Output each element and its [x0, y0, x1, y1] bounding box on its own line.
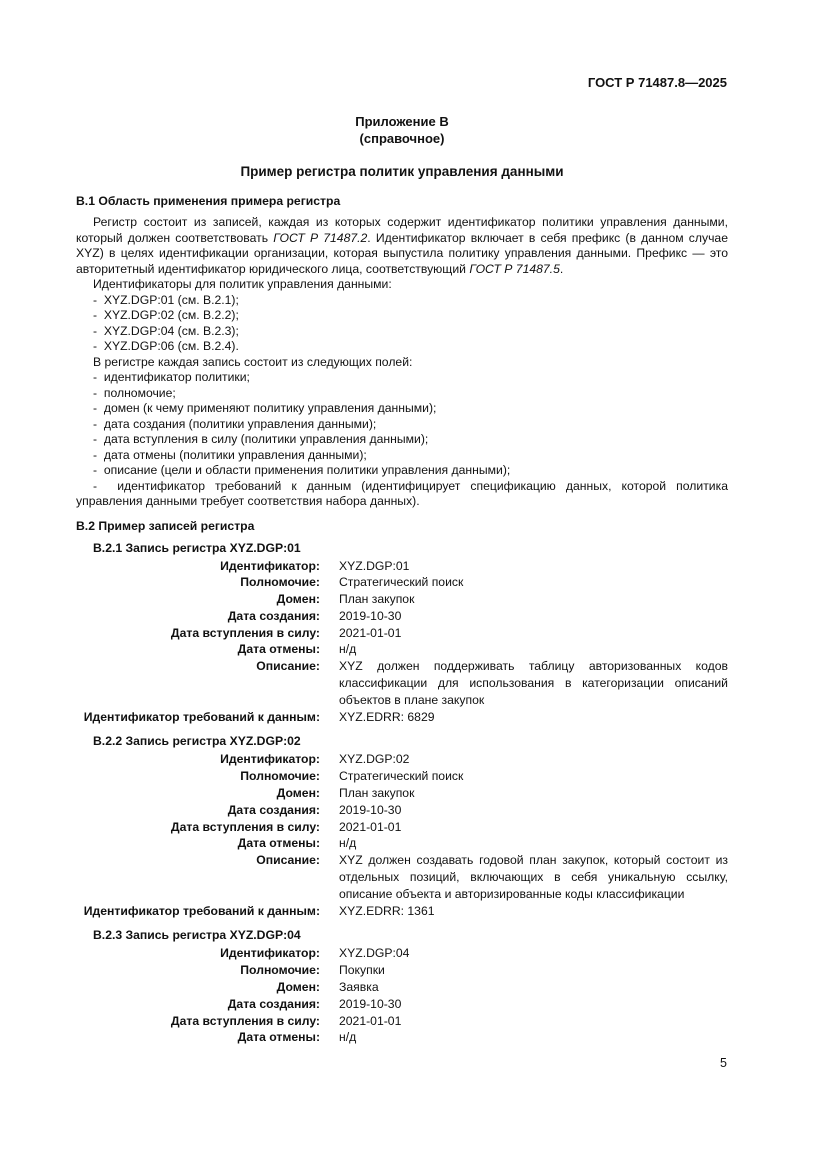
field-value: XYZ должен поддерживать таблицу авторизованных кодов классификации для использования в категоризации описаний объектов в плане закупок [339, 659, 728, 707]
table-row [76, 608, 728, 625]
field-value: XYZ.EDRR: 1361 [339, 903, 435, 918]
list-item: - дата отмены (политики управления данными); [93, 448, 728, 464]
list-item: - дата создания (политики управления данными); [93, 417, 728, 433]
table-row [76, 751, 728, 768]
field-value: 2021-01-01 [339, 1013, 402, 1028]
field-value: 2021-01-01 [339, 819, 402, 834]
field-label: Дата вступления в силу: [170, 1013, 320, 1028]
table-row [76, 768, 728, 785]
field-value: XYZ.DGP:02 [339, 752, 410, 767]
section-b1-paragraph: Регистр состоит из записей, каждая из которых содержит идентификатор политики управления данными, который должен соответствовать ГОСТ Р 71487.2. Идентификатор включает в себя префикс (в данном случае XYZ) в целях идентификации организации, которая выпустила политику управления данными. Префикс — это авторитетный идентификатор юридического лица, соответствующий ГОСТ Р 71487.5. [76, 215, 728, 276]
reference-gost-5: ГОСТ Р 71487.5 [469, 261, 560, 276]
list-item: - идентификатор политики; [93, 370, 728, 386]
field-value: 2021-01-01 [339, 625, 402, 640]
field-value: XYZ.EDRR: 6829 [339, 709, 435, 724]
field-value: Стратегический поиск [339, 575, 464, 590]
table-row [76, 945, 728, 962]
appendix-title: Приложение В [355, 114, 449, 129]
section-b1-heading: В.1 Область применения примера регистра [76, 194, 341, 208]
field-value: н/д [339, 1030, 357, 1045]
table-row [76, 1013, 728, 1030]
field-label: Идентификатор: [220, 752, 320, 767]
field-label: Идентификатор: [220, 558, 320, 573]
field-label: Дата отмены: [237, 1030, 320, 1045]
appendix-heading: Пример регистра политик управления данными [240, 164, 564, 179]
table-row [76, 709, 728, 726]
page-number: 5 [720, 1056, 727, 1070]
list-item: - XYZ.DGP:04 (см. В.2.3); [93, 324, 728, 340]
table-row [76, 574, 728, 591]
field-label: Идентификатор: [220, 946, 320, 961]
table-row [76, 558, 728, 575]
table-row [76, 852, 728, 902]
table-row [76, 819, 728, 836]
list-item: - домен (к чему применяют политику управления данными); [93, 401, 728, 417]
table-row [76, 996, 728, 1013]
field-value: Покупки [339, 963, 385, 978]
field-label: Дата создания: [227, 996, 320, 1011]
list-item: - дата вступления в силу (политики управления данными); [93, 432, 728, 448]
table-row [76, 785, 728, 802]
fields-list [76, 370, 728, 479]
table-row [76, 625, 728, 642]
identifiers-list [76, 293, 728, 355]
field-value: 2019-10-30 [339, 802, 402, 817]
table-row [76, 835, 728, 852]
record-1-table [76, 558, 728, 726]
page-content [76, 113, 728, 1046]
field-label: Домен: [276, 980, 320, 995]
appendix-subtitle: (справочное) [359, 131, 445, 146]
table-row [76, 903, 728, 920]
record-1-heading: В.2.1 Запись регистра XYZ.DGP:01 [93, 540, 301, 555]
field-value: 2019-10-30 [339, 608, 402, 623]
table-row [76, 979, 728, 996]
field-label: Полномочие: [240, 575, 320, 590]
reference-gost-2: ГОСТ Р 71487.2 [273, 230, 368, 245]
table-row [76, 641, 728, 658]
field-label: Дата отмены: [237, 836, 320, 851]
field-label: Дата создания: [227, 802, 320, 817]
list-item: - описание (цели и области применения политики управления данными); [93, 463, 728, 479]
field-value: План закупок [339, 786, 415, 801]
field-value: XYZ.DGP:04 [339, 946, 410, 961]
field-label: Описание: [256, 659, 320, 674]
section-b2-heading: В.2 Пример записей регистра [76, 518, 255, 533]
field-value: 2019-10-30 [339, 996, 402, 1011]
field-value: Стратегический поиск [339, 769, 464, 784]
table-row [76, 962, 728, 979]
field-label: Полномочие: [240, 963, 320, 978]
field-value: н/д [339, 642, 357, 657]
record-3-table [76, 945, 728, 1046]
field-label: Дата отмены: [237, 642, 320, 657]
table-row [76, 1029, 728, 1046]
list-item: - XYZ.DGP:06 (см. В.2.4). [93, 339, 728, 355]
record-2-table [76, 751, 728, 919]
field-value: XYZ.DGP:01 [339, 558, 410, 573]
field-label: Дата вступления в силу: [170, 819, 320, 834]
field-value: План закупок [339, 592, 415, 607]
field-label: Дата вступления в силу: [170, 625, 320, 640]
field-value: XYZ должен создавать годовой план закупок, который состоит из отдельных позиций, включающих в себя уникальную ссылку, описание объекта и авторизированные коды классификации [339, 853, 728, 901]
document-number-header: ГОСТ Р 71487.8—2025 [587, 75, 727, 90]
field-label: Идентификатор требований к данным: [83, 903, 320, 918]
field-label: Дата создания: [227, 608, 320, 623]
field-label: Идентификатор требований к данным: [83, 709, 320, 724]
list-item: - XYZ.DGP:02 (см. В.2.2); [93, 308, 728, 324]
list-item-last: - идентификатор требований к данным (идентифицирует спецификацию данных, которой политика управления данными требует соответствия набора данных). [76, 479, 728, 510]
record-2-heading: В.2.2 Запись регистра XYZ.DGP:02 [93, 734, 301, 749]
identifiers-intro: Идентификаторы для политик управления данными: [93, 277, 392, 291]
field-label: Полномочие: [240, 769, 320, 784]
field-label: Домен: [276, 786, 320, 801]
list-item: - XYZ.DGP:01 (см. В.2.1); [93, 293, 728, 309]
field-value: н/д [339, 836, 357, 851]
field-label: Домен: [276, 592, 320, 607]
table-row [76, 658, 728, 708]
fields-intro: В регистре каждая запись состоит из следующих полей: [93, 354, 413, 369]
field-value: Заявка [339, 980, 379, 995]
table-row [76, 591, 728, 608]
field-label: Описание: [256, 853, 320, 868]
list-item: - полномочие; [93, 386, 728, 402]
table-row [76, 802, 728, 819]
record-3-heading: В.2.3 Запись регистра XYZ.DGP:04 [93, 928, 301, 943]
